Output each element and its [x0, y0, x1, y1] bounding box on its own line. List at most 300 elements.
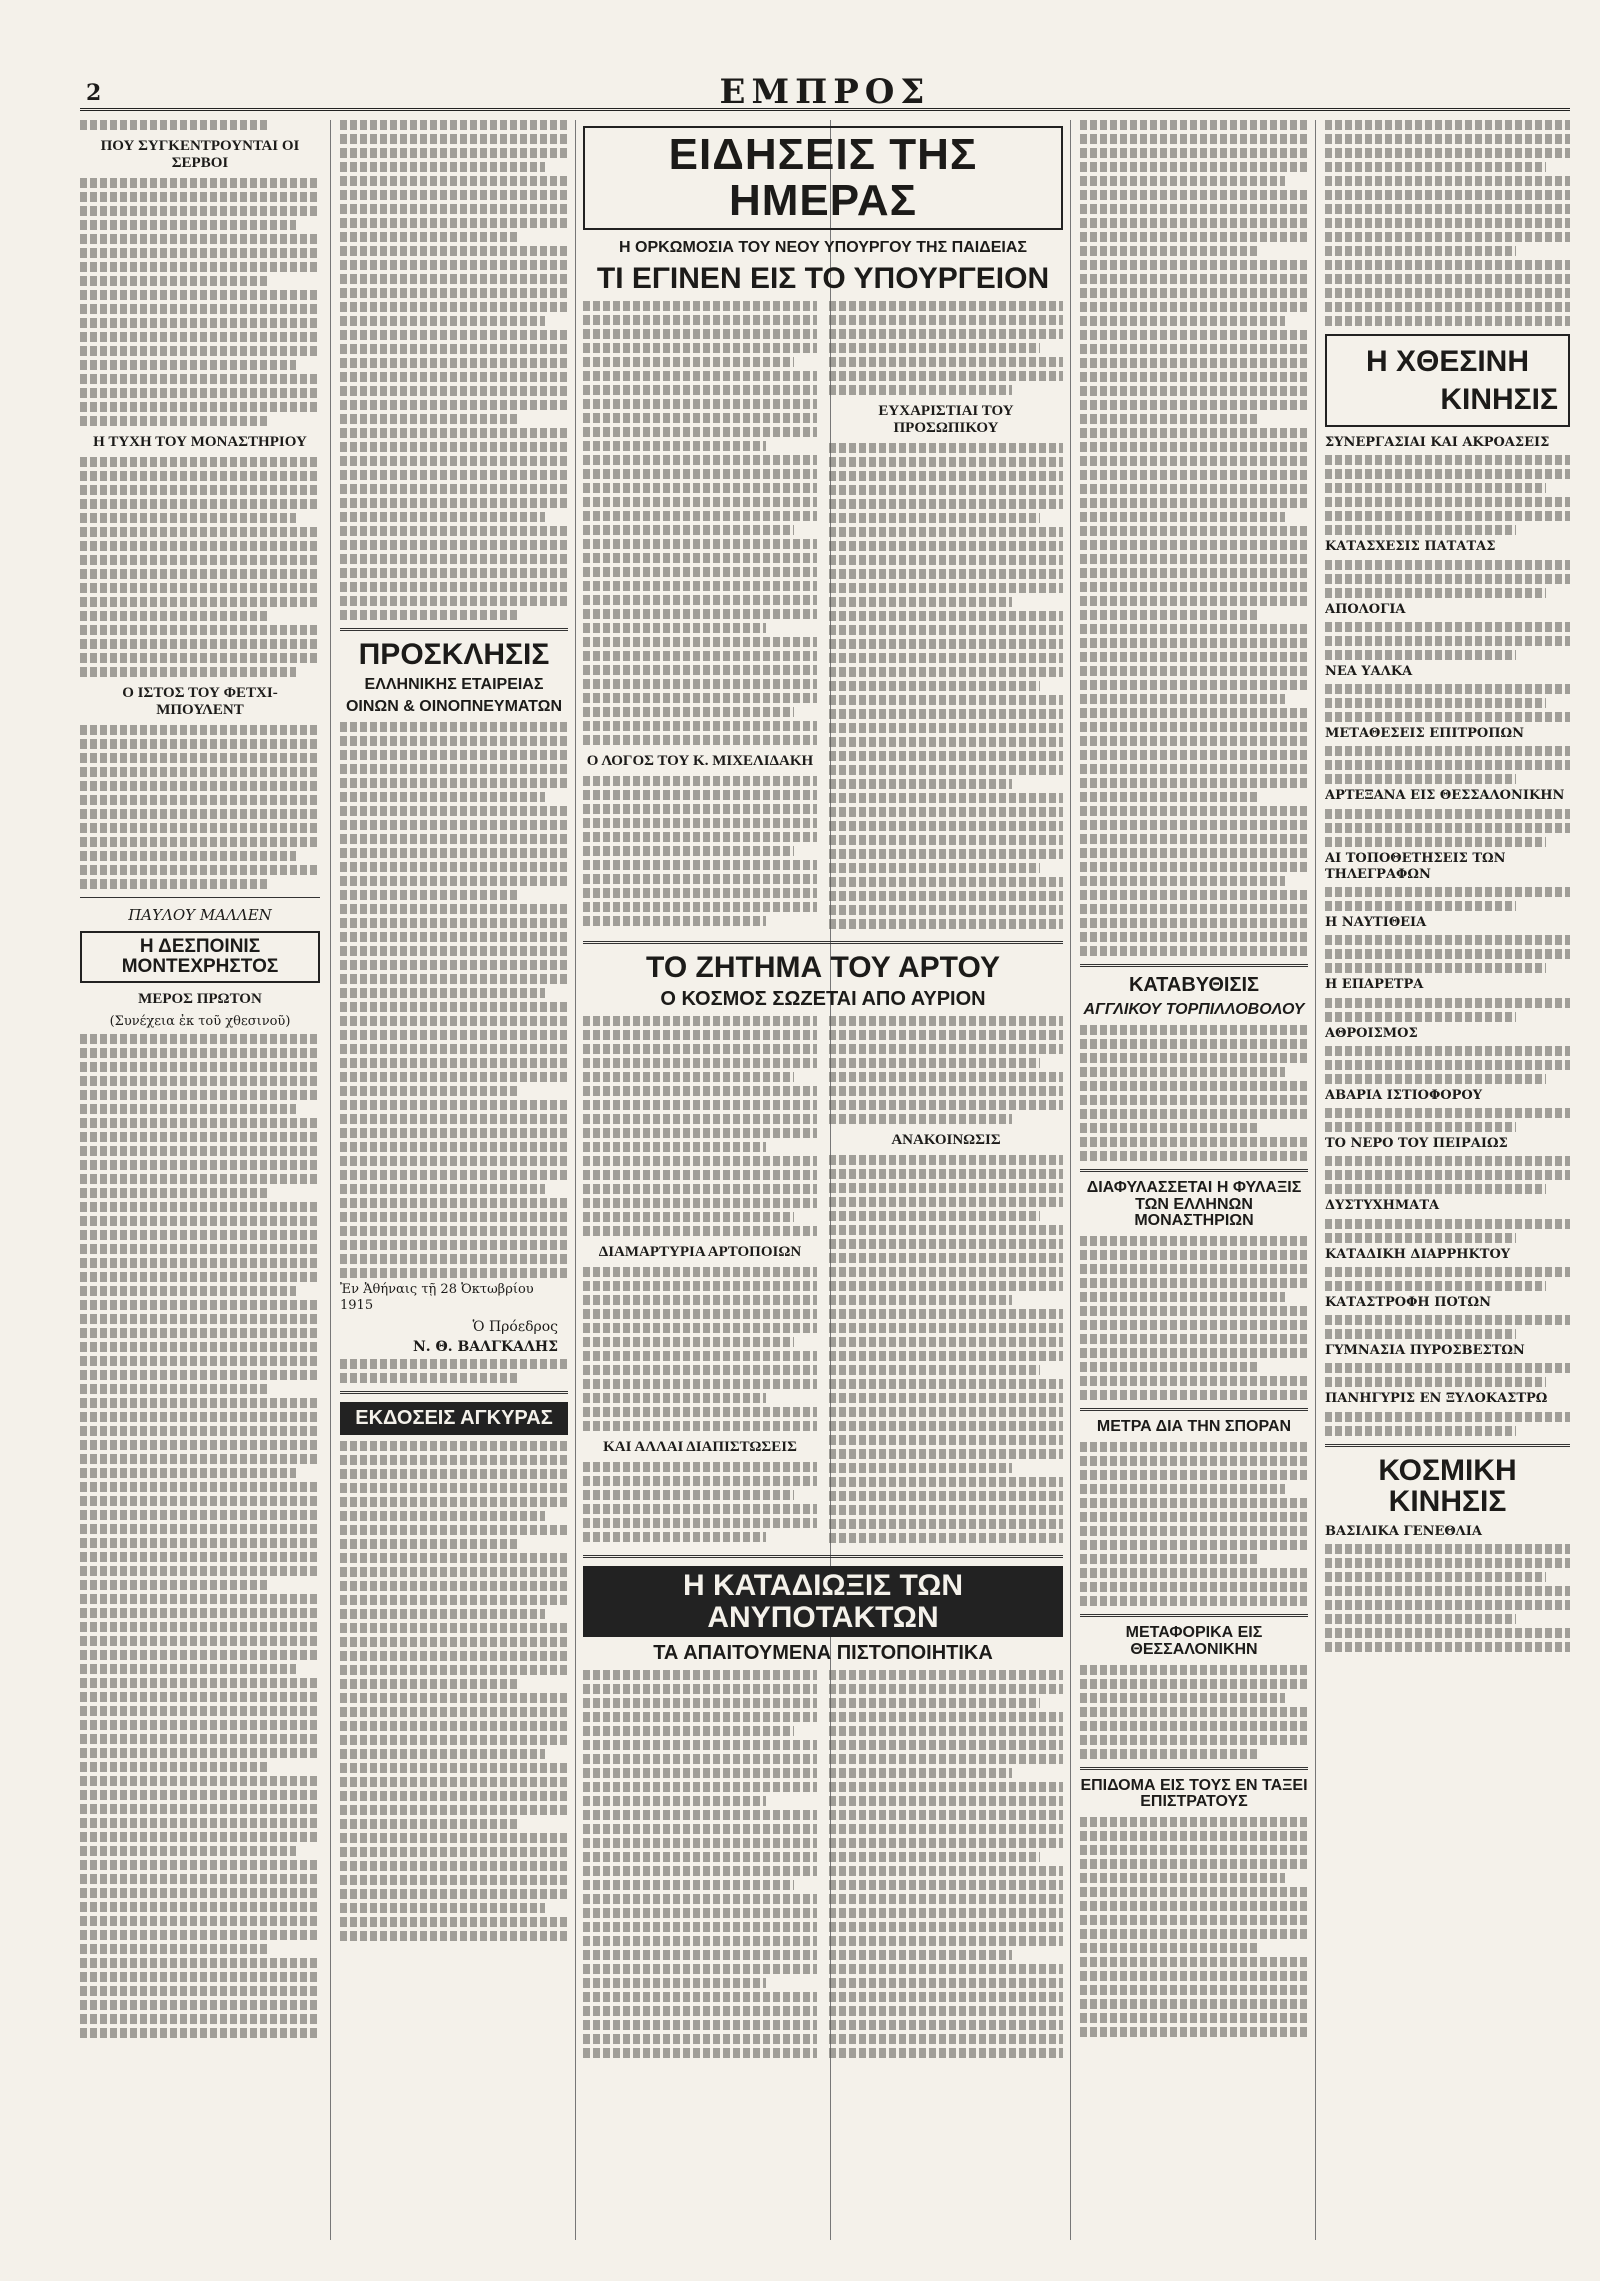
text-line — [80, 1874, 320, 1884]
text-line — [1325, 1074, 1546, 1084]
text-line — [80, 1300, 320, 1310]
serial-continuation — [340, 120, 568, 620]
text-line — [1080, 1278, 1308, 1288]
text-line — [1080, 1376, 1308, 1386]
text-line — [80, 1734, 320, 1744]
text-line — [340, 1777, 568, 1787]
text-line — [80, 781, 320, 791]
text-line — [340, 778, 568, 788]
text-line — [340, 1875, 568, 1885]
text-line — [1080, 316, 1285, 326]
page-number: 2 — [86, 80, 102, 106]
text-line — [80, 220, 296, 230]
text-line — [1080, 554, 1308, 564]
text-line — [583, 413, 817, 423]
text-line — [340, 1483, 568, 1493]
text-line — [80, 1076, 320, 1086]
text-line — [1325, 148, 1570, 158]
text-line — [829, 1267, 1063, 1277]
oath-headline: Η ΟΡΚΩΜΟΣΙΑ ΤΟΥ ΝΕΟΥ ΥΠΟΥΡΓΟΥ ΤΗΣ ΠΑΙΔΕΙΑΣ — [619, 239, 1027, 257]
text-line — [80, 485, 320, 495]
text-line — [1080, 876, 1285, 886]
text-line — [80, 1202, 320, 1212]
text-line — [1080, 540, 1308, 550]
text-line — [80, 1370, 320, 1380]
text-line — [340, 1359, 568, 1369]
text-line — [1080, 414, 1258, 424]
text-line — [80, 583, 320, 593]
text-line — [1080, 1817, 1308, 1827]
text-line — [1325, 760, 1570, 770]
text-line — [340, 414, 518, 424]
text-line — [583, 1476, 817, 1486]
text-line — [583, 581, 817, 591]
text-line — [829, 2020, 1063, 2030]
text-line — [1080, 862, 1308, 872]
text-line — [340, 1156, 568, 1166]
text-line — [1080, 302, 1308, 312]
text-line — [1325, 1122, 1516, 1132]
text-line — [80, 1692, 320, 1702]
ad-title: ΠΡΟΣΚΛΗΣΙΣ — [358, 638, 550, 671]
text-line — [80, 653, 320, 663]
text-line — [1325, 1156, 1570, 1166]
text-line — [829, 1726, 1063, 1736]
text-line — [829, 1824, 1063, 1834]
text-line — [1080, 820, 1308, 830]
text-line — [829, 1782, 1063, 1792]
text-line — [829, 905, 1063, 915]
text-line — [80, 1776, 320, 1786]
text-line — [583, 315, 817, 325]
text-line — [1080, 1362, 1258, 1372]
text-line — [340, 148, 568, 158]
text-line — [80, 234, 320, 244]
text-line — [80, 1384, 267, 1394]
text-line — [829, 723, 1063, 733]
text-line — [583, 1072, 794, 1082]
text-line — [1325, 1281, 1546, 1291]
text-line — [340, 1707, 568, 1717]
text-line — [829, 1533, 1063, 1543]
text-line — [829, 1421, 1063, 1431]
text-line — [1080, 610, 1258, 620]
text-line — [1080, 1053, 1308, 1063]
text-line — [583, 1267, 817, 1277]
text-line — [80, 1944, 267, 1954]
text-line — [340, 218, 568, 228]
news-item-heading: ΑΠΟΛΟΓΙΑ — [1325, 601, 1406, 617]
column-rule — [1070, 120, 1071, 2240]
text-line — [340, 1763, 568, 1773]
text-line — [340, 162, 545, 172]
text-line — [1325, 1233, 1516, 1243]
text-line — [80, 725, 320, 735]
text-line — [340, 1735, 568, 1745]
text-line — [80, 753, 320, 763]
text-line — [80, 541, 320, 551]
text-line — [829, 709, 1063, 719]
text-line — [829, 1155, 1063, 1165]
text-line — [340, 372, 568, 382]
text-line — [340, 190, 568, 200]
text-line — [829, 1950, 1012, 1960]
text-line — [829, 1894, 1063, 1904]
text-line — [583, 1058, 817, 1068]
text-line — [583, 888, 817, 898]
column-rule — [1315, 120, 1316, 2240]
text-line — [1080, 1749, 1258, 1759]
text-line — [583, 1726, 794, 1736]
text-line — [80, 1258, 320, 1268]
news-item-heading: ΚΑΤΑΣΤΡΟΦΗ ΠΟΤΩΝ — [1325, 1294, 1491, 1310]
text-line — [80, 1972, 320, 1982]
text-line — [80, 2000, 320, 2010]
news-item-heading: ΔΥΣΤΥΧΗΜΑΤΑ — [1325, 1198, 1440, 1214]
text-line — [829, 1810, 1063, 1820]
text-line — [1080, 1067, 1285, 1077]
text-line — [340, 134, 568, 144]
text-line — [1325, 1426, 1516, 1436]
text-line — [1325, 1267, 1570, 1277]
text-line — [80, 1426, 320, 1436]
text-line — [1080, 260, 1308, 270]
text-line — [1080, 218, 1308, 228]
text-line — [1325, 1412, 1570, 1422]
text-line — [80, 1132, 320, 1142]
text-line — [1080, 624, 1308, 634]
text-line — [1080, 1109, 1308, 1119]
text-line — [829, 807, 1063, 817]
text-line — [80, 1552, 320, 1562]
text-line — [80, 865, 320, 875]
text-line — [80, 1664, 296, 1674]
publications-title: ΕΚΔΟΣΕΙΣ ΑΓΚΥΡΑΣ — [340, 1402, 568, 1435]
text-line — [340, 1086, 518, 1096]
text-line — [80, 1636, 320, 1646]
text-line — [1080, 1929, 1308, 1939]
text-line — [1080, 1081, 1308, 1091]
text-line — [583, 1670, 817, 1680]
text-line — [583, 1712, 817, 1722]
text-line — [80, 1930, 320, 1940]
text-line — [583, 1379, 817, 1389]
text-line — [583, 693, 817, 703]
text-line — [1080, 1151, 1308, 1161]
text-line — [80, 276, 267, 286]
text-line — [583, 1810, 817, 1820]
text-line — [80, 471, 320, 481]
text-line — [829, 2006, 1063, 2016]
text-line — [1080, 1679, 1308, 1689]
text-line — [1325, 998, 1570, 1008]
text-line — [80, 823, 320, 833]
text-line — [1325, 574, 1570, 584]
text-line — [583, 902, 817, 912]
text-line — [583, 818, 817, 828]
text-line — [80, 1496, 320, 1506]
news-item-heading: ΤΟ ΝΕΡΟ ΤΟΥ ΠΕΙΡΑΙΩΣ — [1325, 1136, 1508, 1151]
text-line — [340, 582, 568, 592]
text-line — [583, 455, 817, 465]
ad-date: Ἐν Ἀθήναις τῇ 28 Ὀκτωβρίου 1915 — [340, 1282, 534, 1314]
text-line — [829, 371, 1063, 381]
text-line — [829, 1100, 1063, 1110]
text-line — [829, 1908, 1063, 1918]
text-line — [1325, 588, 1546, 598]
text-line — [340, 1567, 568, 1577]
text-line — [1080, 162, 1308, 172]
text-line — [1080, 1526, 1308, 1536]
text-line — [80, 1902, 320, 1912]
text-line — [583, 1351, 817, 1361]
text-line — [583, 1128, 817, 1138]
text-line — [1325, 497, 1570, 507]
news-item-heading: ΚΑΤΑΣΧΕΣΙΣ ΠΑΤΑΤΑΣ — [1325, 539, 1496, 555]
text-line — [340, 1128, 568, 1138]
text-line — [1325, 274, 1570, 284]
text-line — [1080, 834, 1308, 844]
text-line — [583, 1852, 817, 1862]
text-line — [829, 695, 1063, 705]
text-line — [583, 832, 817, 842]
text-line — [829, 1016, 1063, 1026]
text-line — [1080, 1498, 1308, 1508]
news-item-heading: ΝΕΑ ΥΑΛΚΑ — [1325, 663, 1413, 679]
text-line — [583, 497, 817, 507]
text-line — [80, 1468, 296, 1478]
text-line — [829, 1978, 1063, 1988]
text-line — [1080, 652, 1308, 662]
text-line — [340, 1595, 568, 1605]
news-item-heading: ΑΒΑΡΙΑ ΙΣΤΙΟΦΟΡΟΥ — [1325, 1087, 1483, 1103]
text-line — [1080, 1901, 1308, 1911]
text-line — [340, 1142, 568, 1152]
text-line — [583, 1824, 817, 1834]
text-line — [340, 1511, 545, 1521]
text-line — [829, 1754, 1063, 1764]
news-item-heading: ΑΘΡΟΙΣΜΟΣ — [1325, 1025, 1418, 1041]
text-line — [80, 2028, 320, 2038]
text-line — [80, 388, 320, 398]
text-line — [1080, 1025, 1308, 1035]
text-line — [80, 611, 267, 621]
text-line — [829, 625, 1063, 635]
text-line — [80, 248, 320, 258]
article-heading: Η ΤΥΧΗ ΤΟΥ ΜΟΝΑΣΤΗΡΙΟΥ — [93, 434, 307, 450]
text-line — [80, 667, 296, 677]
text-line — [1325, 1614, 1516, 1624]
article-serbs — [80, 120, 320, 426]
text-line — [1325, 1012, 1516, 1022]
text-line — [80, 416, 267, 426]
text-line — [583, 1309, 817, 1319]
text-line — [829, 357, 1063, 367]
bread-subheadline: Ο ΚΟΣΜΟΣ ΣΩΖΕΤΑΙ ΑΠΟ ΑΥΡΙΟΝ — [660, 988, 986, 1011]
text-line — [583, 1698, 817, 1708]
text-line — [829, 1393, 1063, 1403]
text-column — [583, 301, 817, 933]
text-line — [80, 1846, 296, 1856]
text-line — [829, 765, 1063, 775]
text-line — [829, 315, 1063, 325]
text-line — [583, 1796, 766, 1806]
text-line — [340, 344, 568, 354]
text-line — [583, 860, 817, 870]
text-line — [1080, 946, 1308, 956]
text-line — [829, 569, 1063, 579]
text-line — [1325, 1642, 1570, 1652]
text-line — [1080, 386, 1308, 396]
text-line — [80, 555, 320, 565]
text-line — [1080, 708, 1308, 718]
text-line — [1325, 636, 1570, 646]
sinking-headline: ΚΑΤΑΒΥΘΙΣΙΣ — [1128, 974, 1260, 996]
text-line — [829, 1838, 1063, 1848]
text-line — [1080, 1721, 1308, 1731]
text-line — [1325, 1600, 1570, 1610]
text-line — [80, 1412, 320, 1422]
column-6 — [1325, 120, 1570, 2240]
text-line — [1080, 568, 1308, 578]
text-line — [1080, 190, 1308, 200]
text-line — [1080, 134, 1308, 144]
article-heading: Ο ΙΣΤΟΣ ΤΟΥ ΦΕΤΧΙ-ΜΠΟΥΛΕΝΤ — [122, 685, 278, 718]
text-line — [829, 2048, 1063, 2058]
text-line — [80, 1034, 320, 1044]
text-line — [583, 1226, 817, 1236]
text-line — [583, 1086, 817, 1096]
text-line — [1325, 288, 1570, 298]
text-line — [1080, 1442, 1308, 1452]
text-line — [80, 1860, 320, 1870]
text-line — [340, 316, 545, 326]
text-line — [829, 1239, 1063, 1249]
text-line — [1325, 511, 1570, 521]
text-line — [80, 795, 320, 805]
text-line — [583, 1532, 766, 1542]
text-line — [80, 1216, 320, 1226]
text-line — [80, 1244, 320, 1254]
text-line — [1325, 1219, 1570, 1229]
text-line — [583, 343, 817, 353]
text-line — [1325, 1544, 1570, 1554]
text-line — [80, 1356, 320, 1366]
other-heading: ΚΑΙ ΑΛΛΑΙ ΔΙΑΠΙΣΤΩΣΕΙΣ — [603, 1439, 797, 1456]
publications-ad — [340, 1402, 568, 1941]
text-line — [829, 1044, 1063, 1054]
text-line — [829, 1477, 1063, 1487]
text-line — [80, 1790, 320, 1800]
text-line — [829, 919, 1063, 929]
text-line — [1080, 848, 1308, 858]
text-line — [80, 1454, 320, 1464]
text-line — [80, 1888, 320, 1898]
center-spread — [583, 120, 1063, 2240]
text-line — [1325, 1329, 1516, 1339]
text-line — [829, 597, 1012, 607]
text-line — [80, 1706, 320, 1716]
text-line — [1325, 823, 1570, 833]
text-line — [583, 1866, 817, 1876]
text-line — [340, 526, 568, 536]
text-line — [1080, 512, 1285, 522]
text-line — [583, 1838, 817, 1848]
text-line — [1325, 1572, 1546, 1582]
text-line — [1080, 582, 1308, 592]
text-line — [583, 511, 817, 521]
text-line — [340, 470, 568, 480]
ad-subtitle: ΕΛΛΗΝΙΚΗΣ ΕΤΑΙΡΕΙΑΣ — [364, 675, 544, 693]
text-line — [583, 637, 817, 647]
text-line — [80, 837, 320, 847]
text-line — [80, 1230, 320, 1240]
text-line — [340, 568, 568, 578]
text-line — [340, 428, 568, 438]
text-line — [80, 2014, 320, 2024]
text-line — [829, 1670, 1063, 1680]
text-line — [340, 1805, 568, 1815]
text-line — [1325, 560, 1570, 570]
text-line — [829, 1768, 1012, 1778]
text-line — [1080, 918, 1308, 928]
text-line — [80, 1804, 320, 1814]
text-line — [583, 1407, 817, 1417]
text-line — [340, 1665, 568, 1675]
text-line — [340, 1819, 518, 1829]
text-line — [340, 540, 568, 550]
text-line — [829, 653, 1063, 663]
text-line — [340, 1791, 568, 1801]
text-line — [829, 877, 1063, 887]
text-line — [1080, 274, 1308, 284]
text-line — [340, 400, 568, 410]
text-line — [583, 1337, 794, 1347]
text-line — [340, 330, 568, 340]
text-line — [80, 402, 320, 412]
text-line — [829, 863, 1040, 873]
text-line — [80, 639, 320, 649]
text-line — [1080, 1999, 1308, 2009]
text-line — [583, 735, 817, 745]
text-line — [1080, 1039, 1308, 1049]
text-line — [1325, 650, 1516, 660]
text-line — [829, 385, 1012, 395]
text-line — [583, 1030, 817, 1040]
text-line — [340, 1100, 568, 1110]
news-item-heading: ΚΑΤΑΔΙΚΗ ΔΙΑΡΡΗΚΤΟΥ — [1325, 1246, 1511, 1262]
text-line — [1080, 806, 1308, 816]
text-line — [80, 1650, 320, 1660]
movement-headline: ΚΙΝΗΣΙΣ — [1440, 382, 1558, 416]
text-line — [1080, 1264, 1308, 1274]
text-line — [80, 809, 320, 819]
text-line — [1325, 302, 1570, 312]
text-line — [1325, 218, 1570, 228]
text-line — [1080, 1596, 1308, 1606]
text-line — [1080, 1512, 1308, 1522]
text-line — [340, 246, 568, 256]
text-line — [1080, 470, 1308, 480]
text-line — [340, 1240, 568, 1250]
text-line — [583, 665, 817, 675]
text-line — [80, 1580, 267, 1590]
text-line — [829, 821, 1063, 831]
text-line — [1080, 764, 1308, 774]
text-line — [829, 457, 1063, 467]
text-line — [340, 1268, 568, 1278]
text-line — [340, 260, 568, 270]
